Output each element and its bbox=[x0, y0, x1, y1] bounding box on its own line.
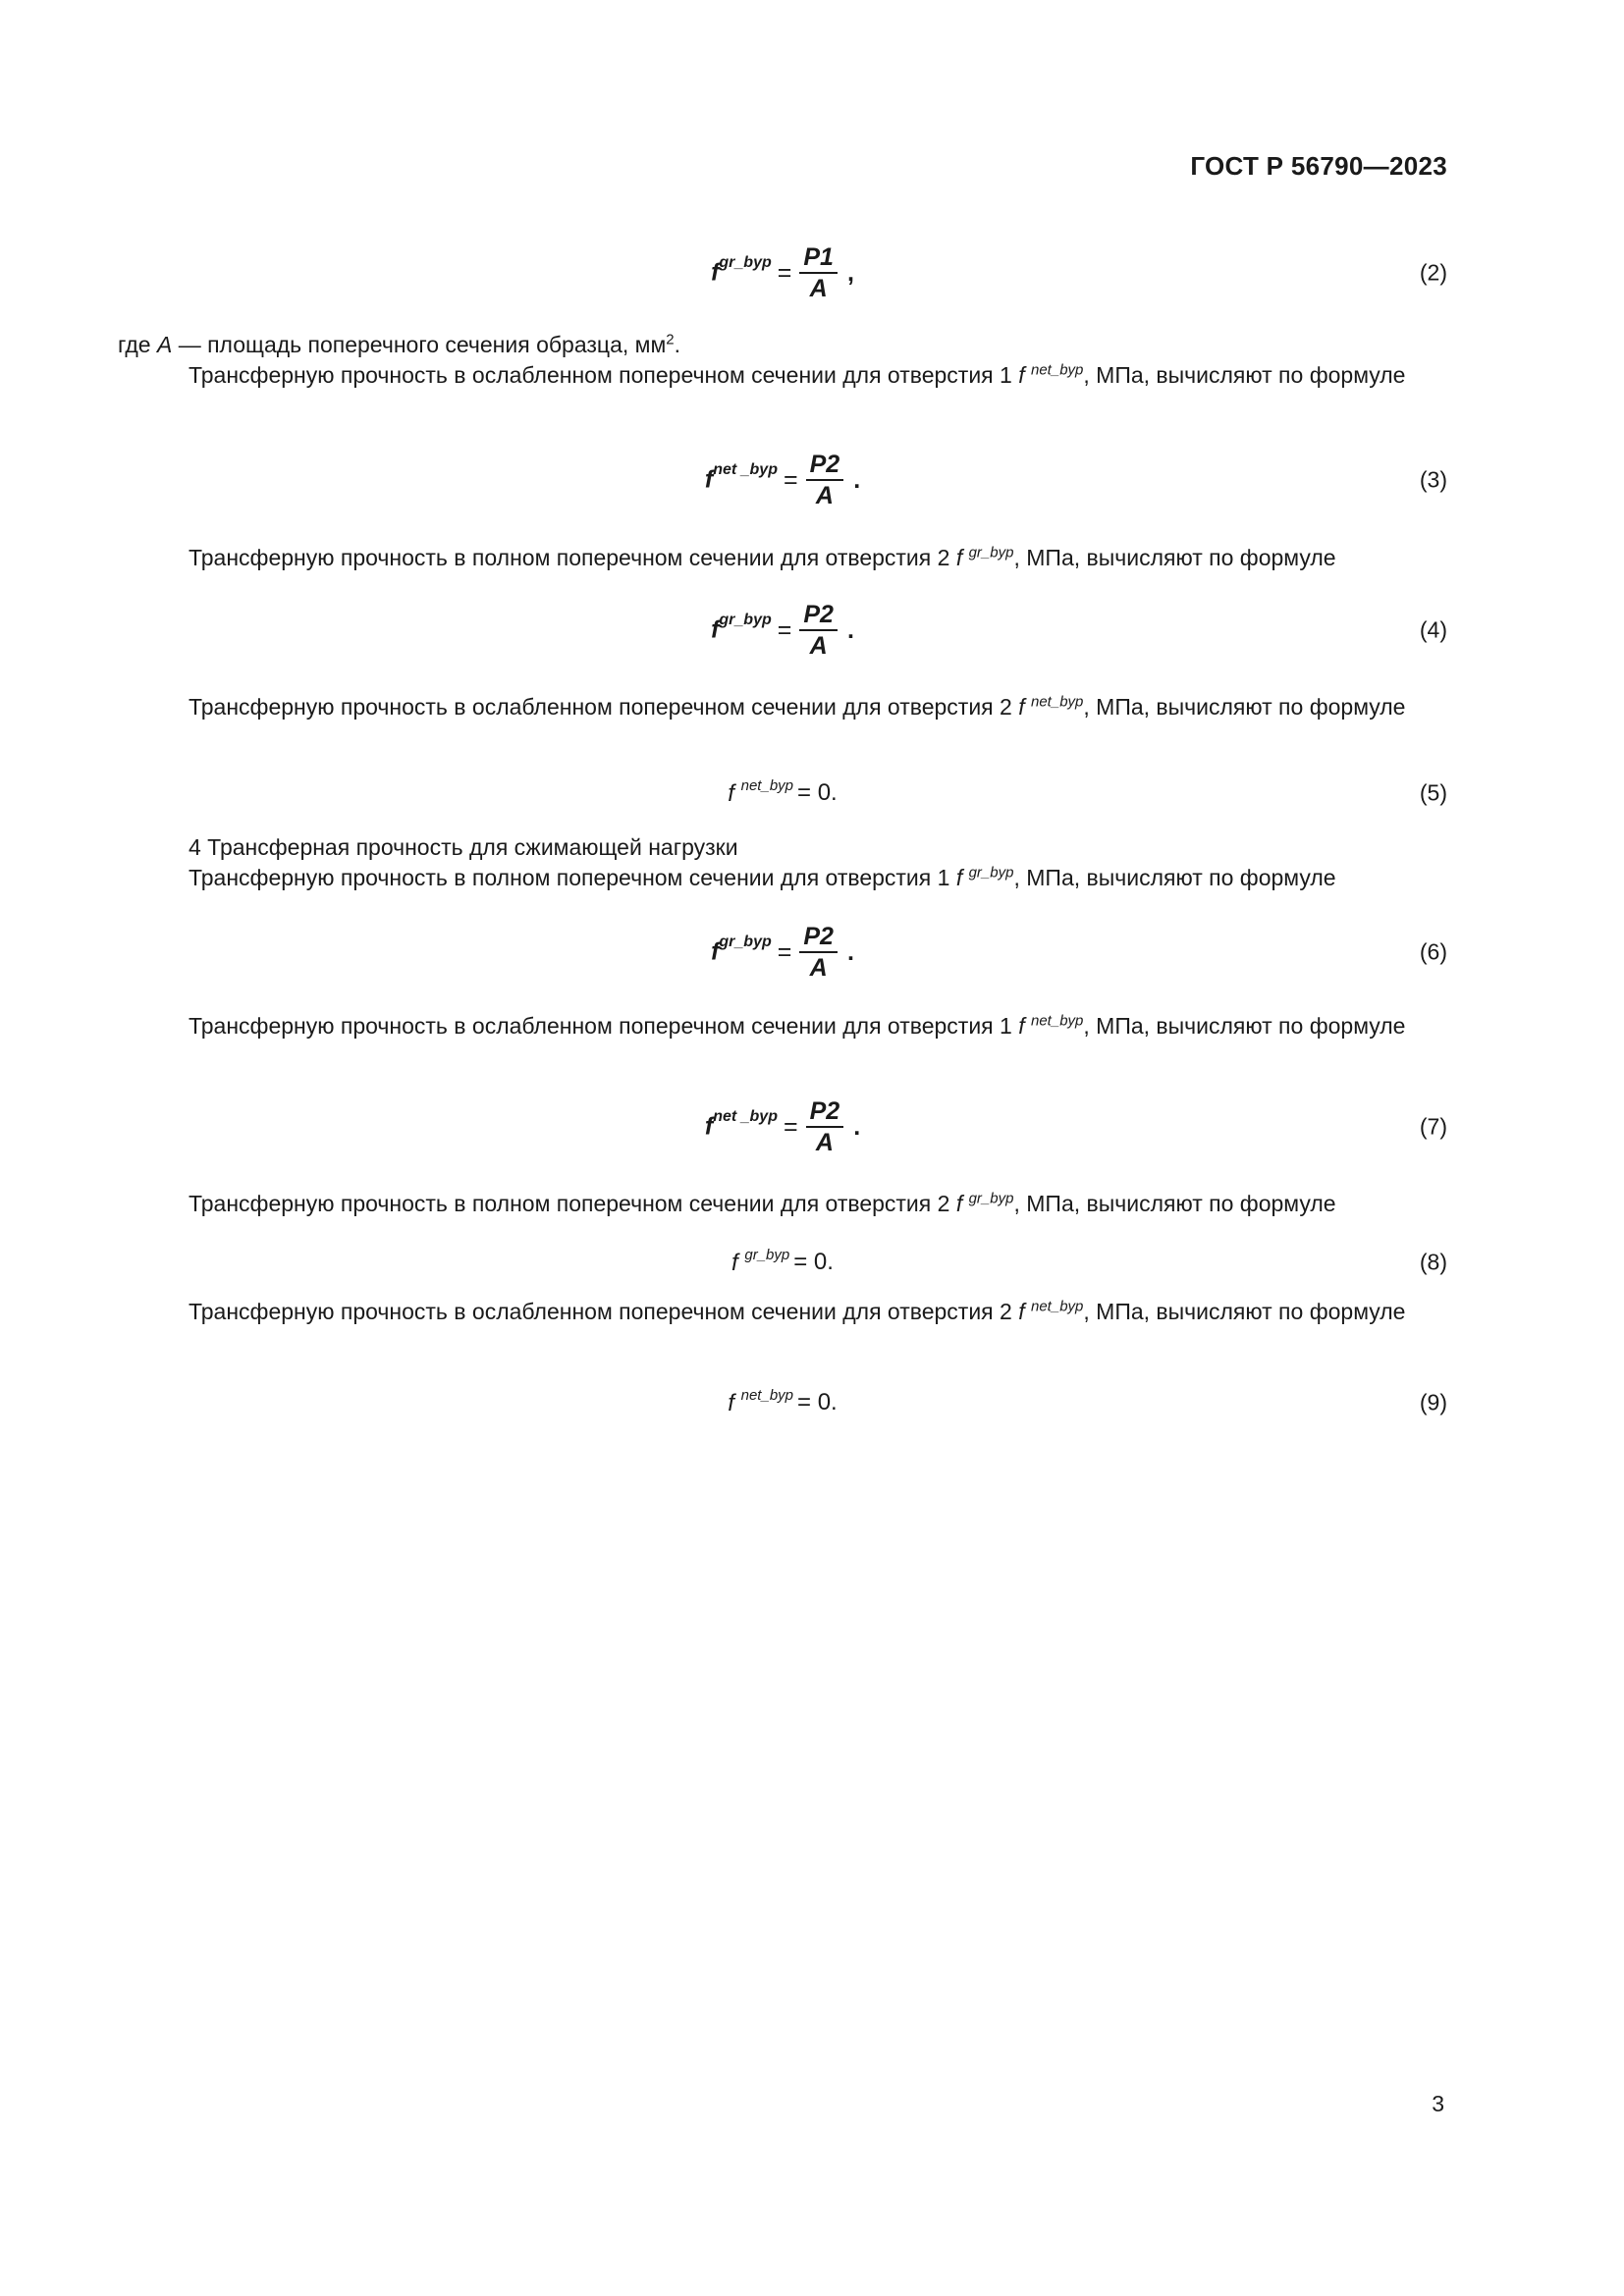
equals-sign: = bbox=[783, 465, 798, 494]
text-block-6 bbox=[118, 1189, 1447, 1219]
formula-superscript: net _byp bbox=[713, 1108, 778, 1126]
superscript: net_byp bbox=[1031, 1012, 1084, 1030]
variable: f bbox=[1018, 1299, 1031, 1324]
formula-punctuation: , bbox=[846, 258, 854, 287]
formula-rhs: = 0. bbox=[797, 779, 838, 806]
equation-number: (4) bbox=[1419, 616, 1447, 643]
fraction-numerator: P1 bbox=[799, 243, 838, 274]
superscript: net_byp bbox=[1031, 693, 1084, 711]
paragraph: Трансферную прочность в полном поперечном сечении для отверстия 1 f $^{gr\_byp}$, МПа, вычисляют по формуле bbox=[189, 864, 1336, 890]
superscript: net_byp bbox=[1031, 361, 1084, 379]
text-block-3 bbox=[118, 692, 1447, 722]
formula-rhs: = 0. bbox=[793, 1249, 834, 1275]
equals-sign: = bbox=[777, 937, 792, 966]
variable: f bbox=[955, 865, 969, 890]
formula-superscript: gr_byp bbox=[744, 1246, 790, 1263]
variable: f bbox=[955, 545, 969, 570]
formula-variable: f bbox=[704, 465, 714, 494]
fraction-denominator: A bbox=[809, 954, 828, 982]
fraction-denominator: A bbox=[815, 1129, 834, 1156]
fraction-denominator: A bbox=[809, 632, 828, 660]
text-block-5 bbox=[118, 1011, 1447, 1041]
section-heading-4: 4 Трансферная прочность для сжимающей нагрузки bbox=[189, 834, 738, 860]
formula-punctuation: . bbox=[846, 615, 854, 644]
paragraph: Трансферную прочность в полном поперечном сечении для отверстия 2 f $^{gr\_byp}$, МПа, вычисляют по формуле bbox=[189, 544, 1336, 570]
equation-number: (5) bbox=[1419, 779, 1447, 806]
formula-variable: f bbox=[728, 779, 734, 807]
fraction bbox=[806, 451, 844, 509]
equals-sign: = bbox=[777, 615, 792, 644]
formula-rhs: = 0. bbox=[797, 1389, 838, 1415]
formula-punctuation: . bbox=[853, 1112, 861, 1141]
fraction bbox=[799, 923, 838, 982]
fraction-denominator: A bbox=[809, 275, 828, 302]
variable: f bbox=[955, 1191, 969, 1216]
fraction bbox=[806, 1097, 844, 1156]
superscript: net_byp bbox=[1031, 1298, 1084, 1315]
equation-number: (2) bbox=[1419, 259, 1447, 286]
formula-8 bbox=[118, 1223, 1447, 1302]
formula-6 bbox=[118, 913, 1447, 991]
formula-variable: f bbox=[711, 615, 720, 644]
paragraph: Трансферную прочность в ослабленном поперечном сечении для отверстия 1 f $^{net\_byp}$, МПа, вычисляют по формуле bbox=[189, 361, 1406, 388]
formula-5 bbox=[118, 754, 1447, 832]
equation-number: (6) bbox=[1419, 938, 1447, 965]
page-number: 3 bbox=[1432, 2091, 1444, 2116]
formula-variable: f bbox=[728, 1389, 734, 1416]
fraction-numerator: P2 bbox=[799, 923, 838, 953]
variable: A bbox=[156, 332, 173, 357]
formula-variable: f bbox=[711, 937, 720, 966]
variable: f bbox=[1018, 362, 1031, 388]
paragraph-area-definition: где A — площадь поперечного сечения образца, $мм^2$. bbox=[118, 331, 681, 357]
superscript: gr_byp bbox=[968, 544, 1014, 561]
text-block-1 bbox=[118, 330, 1447, 391]
fraction-numerator: P2 bbox=[806, 1097, 844, 1128]
equation-number: (3) bbox=[1419, 466, 1447, 493]
formula-superscript: gr_byp bbox=[719, 612, 772, 629]
fraction-denominator: A bbox=[815, 482, 834, 509]
formula-7 bbox=[118, 1088, 1447, 1166]
formula-variable: f bbox=[711, 258, 720, 287]
fraction-numerator: P2 bbox=[799, 601, 838, 631]
formula-2 bbox=[118, 234, 1447, 312]
fraction bbox=[799, 601, 838, 660]
formula-punctuation: . bbox=[853, 465, 861, 494]
formula-variable: f bbox=[731, 1249, 738, 1276]
variable: f bbox=[1018, 694, 1031, 720]
superscript: 2 bbox=[666, 331, 675, 348]
formula-superscript: net_byp bbox=[740, 776, 794, 794]
equals-sign: = bbox=[777, 258, 792, 287]
equation-number: (8) bbox=[1419, 1249, 1447, 1275]
superscript: gr_byp bbox=[968, 1190, 1014, 1207]
document-code: ГОСТ Р 56790—2023 bbox=[1190, 151, 1447, 181]
paragraph: Трансферную прочность в полном поперечном сечении для отверстия 2 f $^{gr\_byp}$, МПа, вычисляют по формуле bbox=[189, 1190, 1336, 1216]
formula-3 bbox=[118, 441, 1447, 519]
paragraph: Трансферную прочность в ослабленном поперечном сечении для отверстия 2 f $^{net\_byp}$, МПа, вычисляют по формуле bbox=[189, 1298, 1406, 1324]
equation-number: (9) bbox=[1419, 1389, 1447, 1415]
formula-variable: f bbox=[704, 1112, 714, 1141]
formula-9 bbox=[118, 1363, 1447, 1442]
equation-number: (7) bbox=[1419, 1113, 1447, 1140]
text-block-2 bbox=[118, 543, 1447, 573]
paragraph: Трансферную прочность в ослабленном поперечном сечении для отверстия 1 f $^{net\_byp}$, МПа, вычисляют по формуле bbox=[189, 1012, 1406, 1039]
text-block-4 bbox=[118, 832, 1447, 893]
superscript: gr_byp bbox=[968, 864, 1014, 881]
variable: f bbox=[1018, 1013, 1031, 1039]
text-block-7 bbox=[118, 1297, 1447, 1327]
paragraph: Трансферную прочность в ослабленном поперечном сечении для отверстия 2 f $^{net\_byp}$, МПа, вычисляют по формуле bbox=[189, 693, 1406, 720]
formula-4 bbox=[118, 591, 1447, 669]
formula-superscript: net_byp bbox=[740, 1386, 794, 1404]
formula-punctuation: . bbox=[846, 937, 854, 966]
fraction bbox=[799, 243, 838, 302]
fraction-numerator: P2 bbox=[806, 451, 844, 481]
formula-superscript: gr_byp bbox=[719, 254, 772, 272]
equals-sign: = bbox=[783, 1112, 798, 1141]
formula-superscript: gr_byp bbox=[719, 934, 772, 951]
formula-superscript: net _byp bbox=[713, 461, 778, 479]
